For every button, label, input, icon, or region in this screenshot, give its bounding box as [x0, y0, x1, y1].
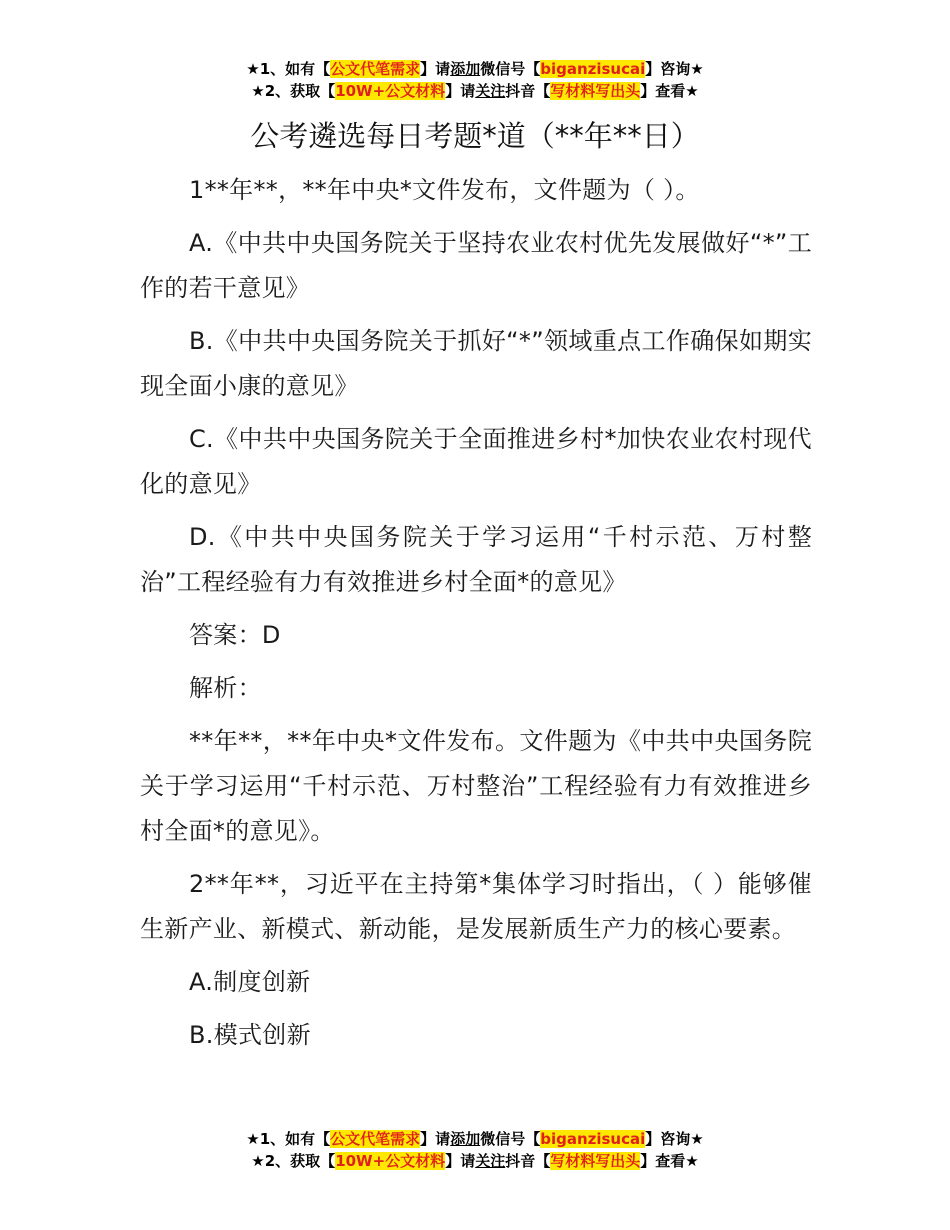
question-1-stem: 1**年**，**年中央*文件发布，文件题为（ ）。	[189, 176, 700, 204]
document-body	[140, 168, 812, 1066]
banner-highlight: 公文代笔需求	[330, 1130, 421, 1148]
option-b: B.《中共中央国务院关于抓好“*”领域重点工作确保如期实现全面小康的意见》	[140, 327, 812, 400]
banner-highlight: 写材料写出头	[550, 82, 641, 100]
banner-line-1: ★1、如有【公文代笔需求】请添加微信号【biganzisucai】咨询★	[246, 60, 704, 78]
banner-highlight: biganzisucai	[540, 60, 646, 78]
banner-line-2: ★2、获取【10W+公文材料】请关注抖音【写材料写出头】查看★	[251, 1152, 699, 1170]
banner-highlight: biganzisucai	[540, 1130, 646, 1148]
option-b: B.模式创新	[189, 1021, 311, 1049]
banner-highlight: 10W+公文材料	[335, 1152, 446, 1170]
analysis-label: 解析：	[189, 674, 262, 702]
option-a: A.《中共中央国务院关于坚持农业农村优先发展做好“*”工作的若干意见》	[140, 229, 812, 302]
banner-highlight: 公文代笔需求	[330, 60, 421, 78]
analysis-text: **年**，**年中央*文件发布。文件题为《中共中央国务院关于学习运用“千村示范、万村整治”工程经验有力有效推进乡村全面*的意见》。	[140, 727, 812, 845]
header-banner	[0, 58, 950, 102]
option-a: A.制度创新	[189, 968, 311, 996]
question-2-stem: 2**年**，习近平在主持第*集体学习时指出，（ ）能够催生新产业、新模式、新动能，是发展新质生产力的核心要素。	[140, 870, 812, 943]
footer-banner	[0, 1128, 950, 1172]
answer: 答案：D	[189, 621, 281, 649]
option-d: D.《中共中央国务院关于学习运用“千村示范、万村整治”工程经验有力有效推进乡村全面*的意见》	[140, 523, 812, 596]
banner-line-1: ★1、如有【公文代笔需求】请添加微信号【biganzisucai】咨询★	[246, 1130, 704, 1148]
banner-highlight: 写材料写出头	[550, 1152, 641, 1170]
banner-line-2: ★2、获取【10W+公文材料】请关注抖音【写材料写出头】查看★	[251, 82, 699, 100]
page-title: 公考遴选每日考题*道（**年**日）	[250, 119, 700, 153]
banner-highlight: 10W+公文材料	[335, 82, 446, 100]
option-c: C.《中共中央国务院关于全面推进乡村*加快农业农村现代化的意见》	[140, 425, 812, 498]
